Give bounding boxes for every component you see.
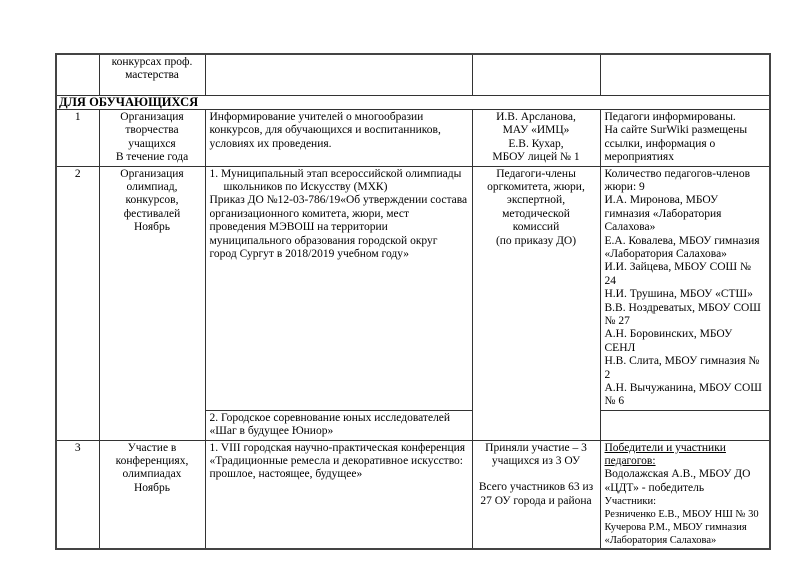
cell-num	[56, 54, 99, 95]
responsible-line: Приняли участие – 3	[485, 441, 587, 454]
cell-direction	[99, 166, 205, 440]
result-line: Е.А. Ковалева, МБОУ гимназия «Лаборатория Салахова»	[604, 234, 760, 260]
responsible-line: И.В. Арсланова,	[496, 110, 576, 123]
plan-table	[55, 53, 771, 550]
direction-line: Ноябрь	[134, 481, 170, 494]
cell-event: 1. VIII городская научно-практическая конференция «Традиционные ремесла и декоративное искусство: прошлое, настоящее, будущее»	[205, 440, 472, 549]
cell-direction: конкурсах проф. мастерства	[99, 54, 205, 95]
cell-direction	[99, 440, 205, 549]
responsible-line: комиссий	[512, 221, 560, 234]
cell-num: 3	[56, 440, 99, 549]
direction-line: Организация	[120, 110, 184, 123]
participants-label: Участники:	[604, 496, 657, 508]
direction-line: конференциях,	[115, 455, 189, 468]
table-row	[56, 109, 770, 166]
cell-result-2	[600, 410, 770, 440]
cell-responsible	[472, 54, 600, 95]
direction-line: олимпиад,	[126, 180, 178, 193]
result-line: На сайте SurWiki размещены ссылки, информация о мероприятиях	[604, 124, 748, 164]
responsible-line: (по приказу ДО)	[495, 234, 577, 247]
responsible-line: Е.В. Кухар,	[508, 137, 564, 150]
table-row	[56, 54, 770, 95]
direction-line: творчества	[125, 124, 179, 137]
direction-line: учащихся	[128, 137, 176, 150]
cell-event-2: 2. Городское соревнование юных исследователей «Шаг в будущее Юниор»	[205, 410, 472, 440]
table-row	[56, 166, 770, 410]
result-line: Н.И. Трушина, МБОУ «СТШ»	[604, 288, 753, 301]
participant: Резниченко Е.В., МБОУ НШ № 30	[604, 509, 759, 521]
cell-result	[600, 109, 770, 166]
event-title: 1. Муниципальный этап всероссийской олимпиады школьников по Искусству (МХК)	[209, 167, 462, 193]
table-row	[56, 440, 770, 549]
responsible-line: Педагоги-члены	[496, 167, 576, 180]
result-line: И.А. Миронова, МБОУ гимназия «Лаборатория Салахова»	[604, 194, 722, 234]
section-header-row	[56, 95, 770, 109]
cell-direction	[99, 109, 205, 166]
result-line: И.И. Зайцева, МБОУ СОШ № 24	[604, 261, 751, 287]
cell-responsible	[472, 440, 600, 549]
cell-event	[205, 166, 472, 410]
direction-line: олимпиадах	[122, 468, 182, 481]
responsible-line: экспертной,	[506, 194, 566, 207]
result-line: А.Н. Боровинских, МБОУ СЕНЛ	[604, 328, 733, 354]
spacer	[477, 468, 596, 481]
cell-result	[600, 166, 770, 410]
cell-result	[600, 54, 770, 95]
responsible-line: учащихся из 3 ОУ	[491, 455, 581, 468]
result-line: Педагоги информированы.	[604, 110, 736, 123]
result-heading: Победители и участники педагогов:	[604, 441, 726, 468]
responsible-line: методической	[502, 207, 570, 220]
result-line: Количество педагогов-членов жюри: 9	[604, 167, 751, 193]
event-order: Приказ ДО №12-03-786/19«Об утверждении состава организационного комитета, жюри, мест проведения МЭВОШ на территории муниципального образования городской округ город Сургут в 2018/2019 учебном году»	[209, 194, 468, 260]
direction-line: Организация	[120, 167, 184, 180]
result-line: В.В. Ноздреватых, МБОУ СОШ № 27	[604, 301, 761, 327]
responsible-line: Всего участников 63 из	[478, 481, 594, 494]
responsible-line: 27 ОУ города и района	[480, 494, 592, 507]
result-line: А.Н. Вычужанина, МБОУ СОШ № 6	[604, 382, 762, 408]
cell-event	[205, 54, 472, 95]
cell-num: 1	[56, 109, 99, 166]
section-title: ДЛЯ ОБУЧАЮЩИХСЯ	[56, 95, 770, 109]
responsible-line: МБОУ лицей № 1	[492, 151, 580, 164]
responsible-line: оргкомитета, жюри,	[487, 180, 585, 193]
cell-event: Информирование учителей о многообразии конкурсов, для обучающихся и воспитанников, условиях их проведения.	[205, 109, 472, 166]
direction-line: конкурсов,	[125, 194, 179, 207]
direction-line: Ноябрь	[134, 221, 170, 234]
direction-line: Участие в	[127, 441, 177, 454]
result-winner: Водолажская А.В., МБОУ ДО «ЦДТ» - победитель	[604, 468, 751, 494]
participant: Кучерова Р.М., МБОУ гимназия «Лаборатория Салахова»	[604, 522, 747, 547]
cell-responsible	[472, 166, 600, 440]
cell-responsible	[472, 109, 600, 166]
responsible-line: МАУ «ИМЦ»	[502, 124, 570, 137]
cell-result	[600, 440, 770, 549]
direction-line: фестивалей	[123, 207, 181, 220]
cell-num: 2	[56, 166, 99, 440]
result-line: Н.В. Слита, МБОУ гимназия № 2	[604, 355, 760, 381]
direction-line: В течение года	[115, 151, 189, 164]
